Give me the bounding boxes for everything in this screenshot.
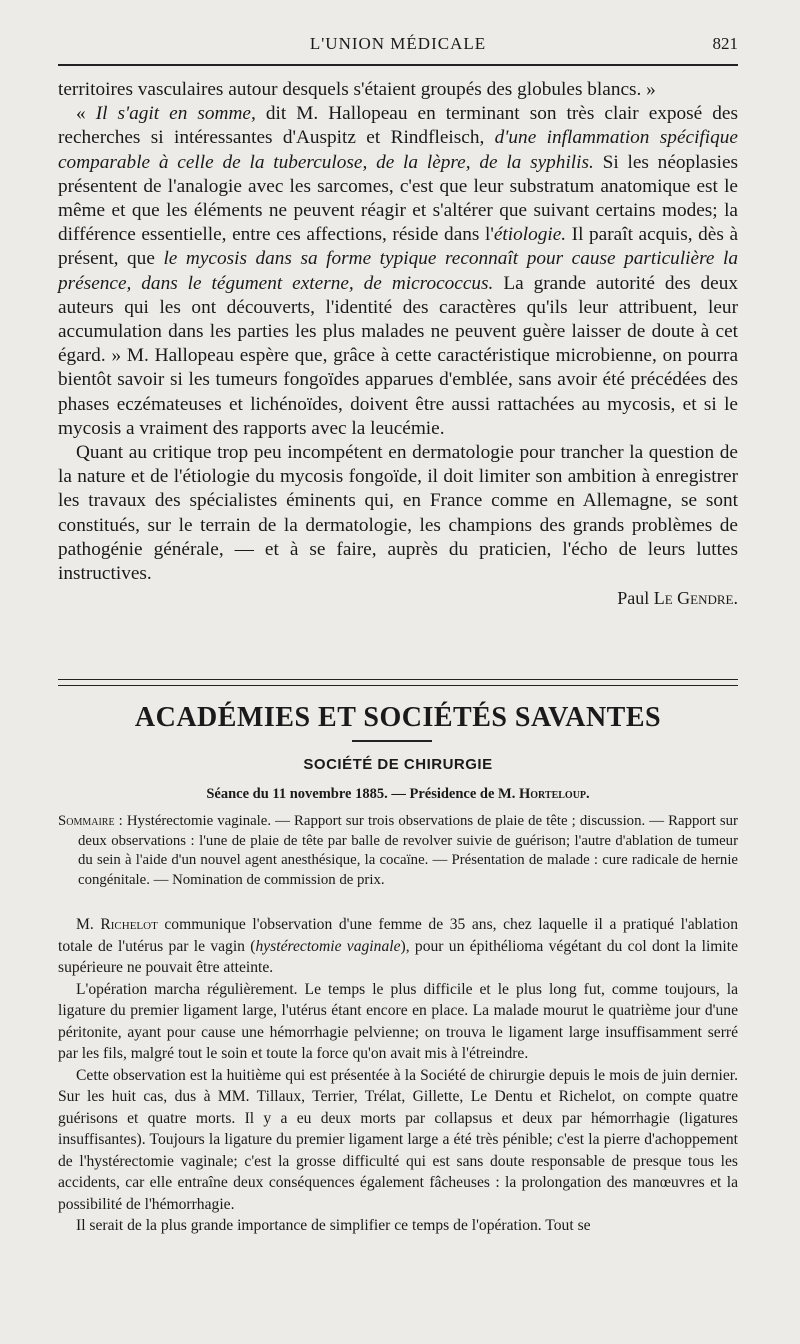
- proceedings-paragraph-1: [58, 914, 738, 979]
- article-paragraph-1: [58, 78, 738, 102]
- signature-first: Paul: [617, 588, 654, 609]
- article-paragraph-3: [58, 441, 738, 586]
- sommaire-text: : Hystérectomie vaginale. — Rapport sur trois observations de plaie de tête ; discussion. — Rapport sur deux observations : l'une de plaie de tête par balle de revolver suivie de guérison; l'autre d'ablation de tumeur du sein à l'aide d'un nouvel agent anesthésique, la cocaïne. — Présentation de malade : cure radicale de hernie congénitale. — Nomination de commission de prix.: [78, 813, 738, 888]
- proceedings-paragraph-4: Il serait de la plus grande importance de simplifier ce temps de l'opération. Tout se: [76, 1217, 591, 1234]
- article-paragraph-2: [58, 102, 738, 441]
- journal-title: L'UNION MÉDICALE: [309, 34, 487, 53]
- p2-text-2: Si les néoplasies présentent de l'analogie avec les sarcomes, c'est que leur substratum anatomique est le même et que les éléments ne peuvent réagir et s'altérer que suivant certains modes; la différence essentielle, entre ces affections, réside dans l': [58, 151, 739, 246]
- section-divider: [58, 679, 738, 686]
- sommaire-paragraph: [58, 812, 738, 890]
- section-title: ACADÉMIES ET SOCIÉTÉS SAVANTES: [134, 702, 662, 733]
- sommaire-label: Sommaire: [58, 813, 115, 829]
- p3-text: Quant au critique trop peu incompétent en dermatologie pour trancher la question de la nature et de l'étiologie du mycosis fongoïde, il doit limiter son ambition à enregistrer les travaux des spécialistes éminents qui, en France comme en Allemagne, se sont constitués, sur le terrain de la dermatologie, les champions des grands problèmes de pathogénie générale, — et à se faire, auprès du praticien, l'écho de leurs luttes instructives.: [58, 442, 738, 585]
- b1-text-1: M.: [76, 916, 101, 933]
- subsection-title: SOCIÉTÉ DE CHIRURGIE: [303, 756, 493, 773]
- p2-text-3: Il paraît acquis, dès à présent, que: [58, 224, 739, 270]
- p2-italic-2: d'une inflammation spécifique comparable à celle de la tuberculose, de la lèpre, de la syphilis.: [58, 127, 738, 173]
- p2-text-1: dit M. Hallopeau en terminant son très clair exposé des recherches si intéressantes d'Auspitz et Rindfleisch,: [58, 103, 738, 149]
- page-number: 821: [712, 34, 738, 53]
- p2-italic-4: le mycosis dans sa forme typique reconnaît pour cause particulière la présence, dans le tégument externe, de micrococcus.: [58, 248, 738, 294]
- title-underline: [352, 740, 432, 742]
- p2-text-4: La grande autorité des deux auteurs qui les ont découverts, l'identité des caractères qu'ils leur attribuent, leur accumulation dans les parties les plus malades ne peuvent guère laisser de doute à cet égard. » M. Hallopeau espère que, grâce à cette caractéristique microbienne, on pourra bientôt savoir si les tumeurs fongoïdes apparues d'emblée, sans avoir été précédées des phases eczémateuses et lichénoïdes, doivent être aussi rattachées au mycosis, et si le mycosis a vraiment des rapports avec la leucémie.: [58, 272, 739, 439]
- p2-italic-1: Il s'agit en somme,: [95, 103, 256, 125]
- b1-text-2: communique l'observation d'une femme de 35 ans, chez laquelle il a pratiqué l'ablation totale de l'utérus par le vagin (: [58, 916, 738, 955]
- proceedings-paragraph-2: L'opération marcha régulièrement. Le temps le plus difficile et le plus long fut, comme toujours, la ligature du premier ligament large, l'utérus étant encore en place. La malade mourut le quatrième jour d'une péritonite, ayant pour cause une hémorrhagie pelvienne; on trouva le ligament large insuffisamment serré par les fils, malgré tout le soin et toute la force qu'on avait mis à l'étreindre.: [58, 980, 738, 1062]
- seance-text: Séance du 11 novembre 1885. — Présidence de M.: [206, 786, 519, 802]
- header-rule: [58, 64, 738, 66]
- author-signature: [58, 586, 738, 610]
- p2-open: «: [76, 103, 96, 125]
- seance-line: [58, 786, 738, 803]
- proceedings-paragraph-3: Cette observation est la huitième qui est présentée à la Société de chirurgie depuis le mois de juin dernier. Sur les huit cas, dus à MM. Tillaux, Terrier, Trélat, Gillette, Le Dentu et Richelot, on compte quatre guérisons et quatre morts. Il y a eu deux morts par collapsus et deux par hémorrhagie (ligatures insuffisantes). Toujours la ligature du premier ligament large a été très pénible; c'est la pierre d'achoppement de l'hystérectomie vaginale; c'est la grosse difficulté qui est sans doute responsable de presque tous les accidents, car elle entraîne deux conséquences également fâcheuses : la prolongation des manœuvres et la possibilité de l'hémorrhagie.: [58, 1066, 738, 1213]
- b1-italic: hystérectomie vaginale: [255, 937, 401, 955]
- article-body: [58, 78, 738, 610]
- b1-text-3: ), pour un épithélioma végétant du col dont la limite supérieure ne pouvait être atteinte.: [58, 937, 738, 976]
- signature-last: Le Gendre.: [653, 588, 738, 609]
- p1-text: territoires vasculaires autour desquels s'étaient groupés des globules blancs. »: [58, 79, 656, 100]
- running-header: [58, 30, 738, 60]
- b1-speaker: Richelot: [100, 916, 158, 933]
- proceedings-body: [58, 914, 738, 1237]
- president-name: Horteloup.: [519, 786, 590, 802]
- p2-italic-3: étiologie.: [493, 224, 567, 246]
- sommaire-block: [58, 812, 738, 890]
